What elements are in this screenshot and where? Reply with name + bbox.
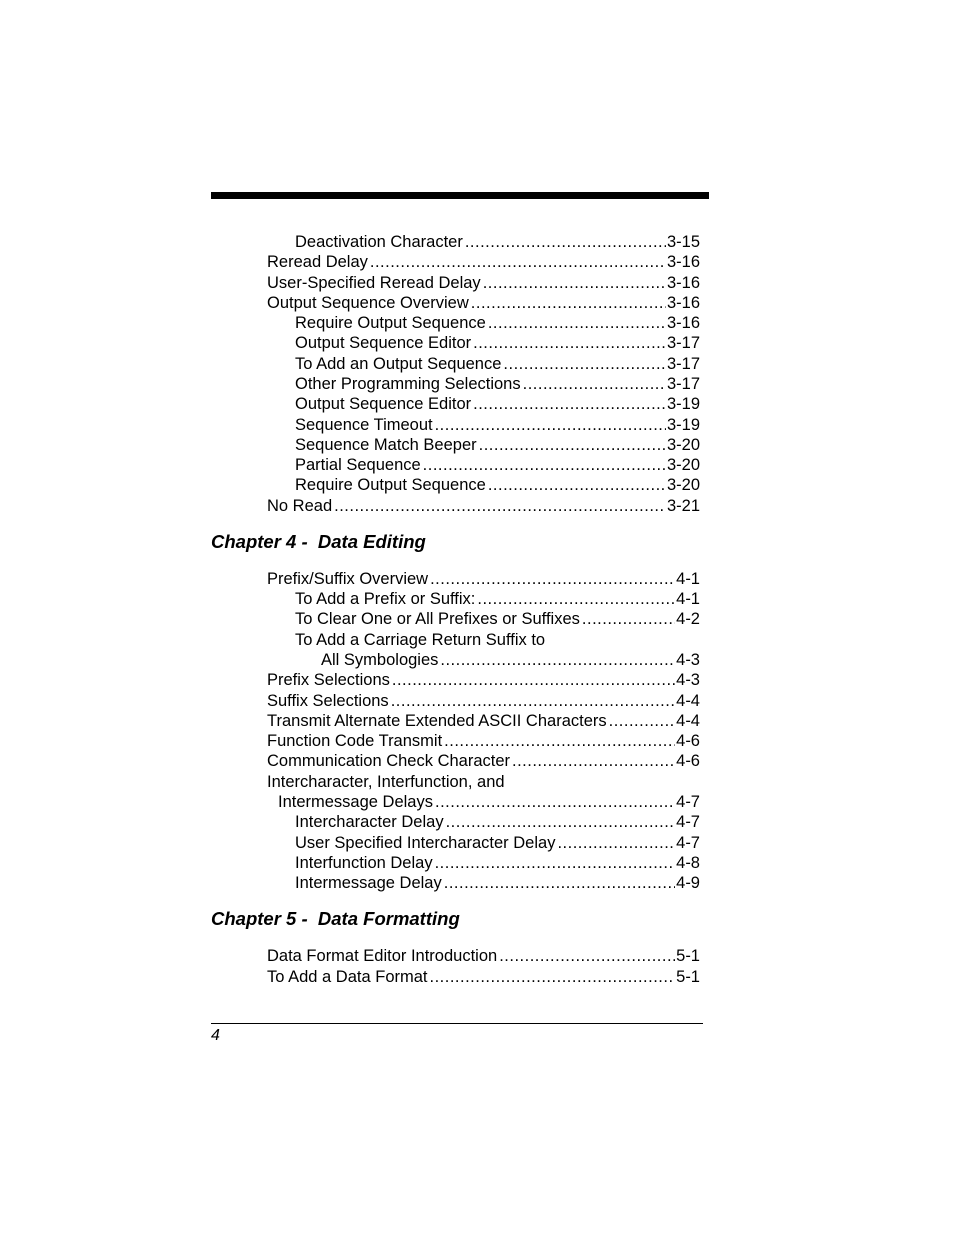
- toc-leader-dots: [430, 569, 675, 589]
- toc-entry[interactable]: [321, 650, 700, 670]
- toc-leader-dots: [473, 394, 666, 414]
- toc-leader-dots: [471, 293, 666, 313]
- toc-entry-page: 4-6: [676, 732, 700, 750]
- toc-entry[interactable]: [295, 394, 700, 414]
- toc-entry-page: 5-1: [676, 947, 700, 965]
- toc-entry-page: 3-20: [666, 456, 700, 474]
- toc-entry-label: Suffix Selections: [267, 692, 389, 710]
- toc-leader-dots: [435, 853, 676, 873]
- toc-leader-dots: [479, 435, 666, 455]
- toc-entry-label: To Add a Prefix or Suffix:: [295, 590, 476, 608]
- toc-entry-page: 4-7: [676, 793, 700, 811]
- toc-entry-label: Prefix Selections: [267, 671, 390, 689]
- toc-entry-label: Sequence Match Beeper: [295, 436, 477, 454]
- toc-entry[interactable]: [267, 967, 700, 987]
- toc-entry[interactable]: [267, 691, 700, 711]
- toc-entry[interactable]: [267, 670, 700, 690]
- toc-leader-dots: [370, 252, 666, 272]
- toc-entry-page: 3-15: [666, 233, 700, 251]
- toc-leader-dots: [503, 354, 666, 374]
- toc-entry-label: Communication Check Character: [267, 752, 511, 770]
- toc-entry-page: 4-3: [676, 671, 700, 689]
- toc-leader-dots: [488, 475, 666, 495]
- toc-entry-page: 5-1: [676, 968, 700, 986]
- toc-entry[interactable]: [295, 873, 700, 893]
- chapter-5-heading: Chapter 5 - Data Formatting: [211, 908, 460, 929]
- toc-entry-page: 4-3: [676, 651, 700, 669]
- toc-entry-label: Output Sequence Editor: [295, 395, 472, 413]
- toc-leader-dots: [488, 313, 666, 333]
- toc-entry-label: Require Output Sequence: [295, 476, 486, 494]
- toc-entry[interactable]: [295, 630, 700, 650]
- toc-entry-page: 4-8: [676, 854, 700, 872]
- toc-leader-dots: [423, 455, 666, 475]
- toc-leader-dots: [444, 873, 675, 893]
- toc-entry[interactable]: [267, 772, 700, 792]
- toc-leader-dots: [392, 670, 675, 690]
- toc-entry-page: 3-16: [666, 253, 700, 271]
- toc-entry[interactable]: [267, 496, 700, 516]
- toc-leader-dots: [440, 650, 675, 670]
- toc-leader-dots: [391, 691, 675, 711]
- toc-entry-page: 4-9: [676, 874, 700, 892]
- toc-entry[interactable]: [295, 812, 700, 832]
- toc-entry[interactable]: [267, 273, 700, 293]
- toc-entry[interactable]: [267, 711, 700, 731]
- toc-entry-page: 4-7: [676, 834, 700, 852]
- toc-entry-label: Require Output Sequence: [295, 314, 486, 332]
- toc-entry-page: 4-4: [676, 712, 700, 730]
- toc-entry-label: Data Format Editor Introduction: [267, 947, 498, 965]
- toc-entry-label: To Add a Carriage Return Suffix to: [295, 631, 546, 649]
- toc-entry[interactable]: [295, 333, 700, 353]
- toc-entry-label: All Symbologies: [321, 651, 439, 669]
- toc-entry-label: Reread Delay: [267, 253, 368, 271]
- toc-entry-label: No Read: [267, 497, 333, 515]
- toc-leader-dots: [444, 731, 675, 751]
- toc-entry[interactable]: [267, 751, 700, 771]
- toc-entry[interactable]: [295, 415, 700, 435]
- toc-entry-label: Transmit Alternate Extended ASCII Characters: [267, 712, 607, 730]
- toc-entry[interactable]: [295, 589, 700, 609]
- toc-entry[interactable]: [267, 252, 700, 272]
- toc-entry[interactable]: [295, 232, 700, 252]
- toc-entry-label: Interfunction Delay: [295, 854, 433, 872]
- toc-entry-label: To Add a Data Format: [267, 968, 428, 986]
- toc-entry-label: To Clear One or All Prefixes or Suffixes: [295, 610, 580, 628]
- toc-leader-dots: [523, 374, 666, 394]
- toc-entry[interactable]: [295, 455, 700, 475]
- toc-entry[interactable]: [267, 731, 700, 751]
- toc-entry[interactable]: [267, 293, 700, 313]
- toc-entry-page: 3-20: [666, 476, 700, 494]
- toc-entry-label: Intercharacter Delay: [295, 813, 444, 831]
- toc-entry-page: 4-6: [676, 752, 700, 770]
- toc-entry-label: Other Programming Selections: [295, 375, 521, 393]
- toc-leader-dots: [430, 967, 676, 987]
- toc-entry[interactable]: [295, 853, 700, 873]
- toc-entry-label: Intermessage Delays: [278, 793, 433, 811]
- toc-leader-dots: [582, 609, 675, 629]
- page-number: 4: [211, 1027, 220, 1044]
- toc-entry[interactable]: [295, 354, 700, 374]
- toc-entry-label: Sequence Timeout: [295, 416, 433, 434]
- toc-entry[interactable]: [295, 374, 700, 394]
- toc-entry[interactable]: [295, 475, 700, 495]
- toc-entry-page: 3-20: [666, 436, 700, 454]
- toc-entry-page: 3-17: [666, 375, 700, 393]
- footer-rule: [211, 1023, 703, 1024]
- toc-entry[interactable]: [295, 609, 700, 629]
- top-rule: [211, 192, 709, 199]
- toc-entry[interactable]: [295, 435, 700, 455]
- toc-leader-dots: [465, 232, 666, 252]
- toc-leader-dots: [512, 751, 675, 771]
- toc-entry[interactable]: [267, 569, 700, 589]
- toc-leader-dots: [499, 946, 675, 966]
- toc-entry-label: Output Sequence Overview: [267, 294, 469, 312]
- toc-entry-page: 3-16: [666, 274, 700, 292]
- toc-entry-label: User-Specified Reread Delay: [267, 274, 481, 292]
- toc-leader-dots: [483, 273, 666, 293]
- toc-leader-dots: [435, 415, 666, 435]
- toc-entry[interactable]: [295, 313, 700, 333]
- toc-entry-label: Function Code Transmit: [267, 732, 443, 750]
- toc-entry-page: 4-1: [676, 570, 700, 588]
- toc-entry-label: Intermessage Delay: [295, 874, 442, 892]
- toc-entry-label: Output Sequence Editor: [295, 334, 472, 352]
- toc-entry-page: 3-16: [666, 294, 700, 312]
- toc-entry-page: 4-2: [676, 610, 700, 628]
- toc-leader-dots: [473, 333, 666, 353]
- toc-entry-label: Deactivation Character: [295, 233, 463, 251]
- toc-entry[interactable]: [278, 792, 700, 812]
- toc-leader-dots: [557, 833, 675, 853]
- toc-entry-label: Prefix/Suffix Overview: [267, 570, 429, 588]
- toc-entry-label: User Specified Intercharacter Delay: [295, 834, 556, 852]
- toc-entry-page: 3-17: [666, 334, 700, 352]
- toc-entry-page: 3-19: [666, 416, 700, 434]
- toc-entry[interactable]: [267, 946, 700, 966]
- toc-entry-page: 3-16: [666, 314, 700, 332]
- toc-entry-page: 3-17: [666, 355, 700, 373]
- toc-entry-page: 4-1: [676, 590, 700, 608]
- toc-leader-dots: [334, 496, 666, 516]
- toc-leader-dots: [477, 589, 675, 609]
- toc-entry-page: 3-21: [666, 497, 700, 515]
- toc-leader-dots: [446, 812, 676, 832]
- toc-entry-label: Intercharacter, Interfunction, and: [267, 773, 505, 791]
- toc-entry-label: To Add an Output Sequence: [295, 355, 502, 373]
- toc-leader-dots: [435, 792, 675, 812]
- toc-leader-dots: [609, 711, 676, 731]
- toc-entry-page: 4-4: [676, 692, 700, 710]
- toc-entry[interactable]: [295, 833, 700, 853]
- toc-entry-page: 3-19: [666, 395, 700, 413]
- toc-entry-label: Partial Sequence: [295, 456, 421, 474]
- chapter-4-heading: Chapter 4 - Data Editing: [211, 531, 426, 552]
- toc-entry-page: 4-7: [676, 813, 700, 831]
